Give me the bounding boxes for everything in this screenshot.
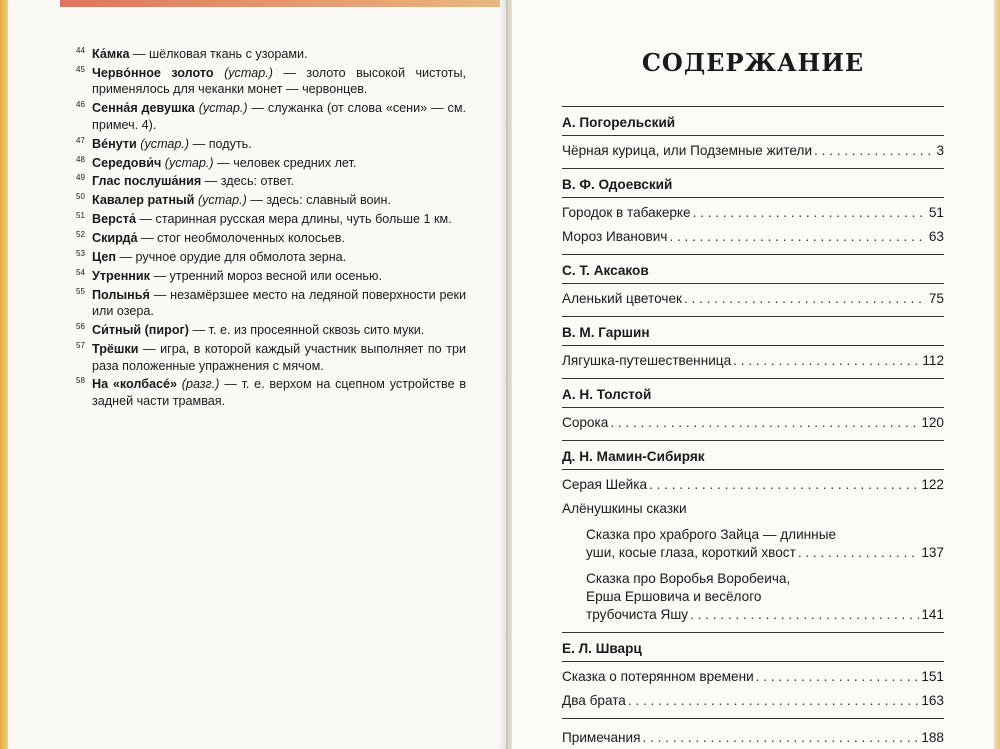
- toc-entry[interactable]: [586, 606, 944, 624]
- note-definition: — т. е. из просеянной сквозь сито муки.: [192, 323, 425, 338]
- toc-leader-dots: [690, 606, 919, 624]
- toc-page-number: 151: [921, 669, 944, 684]
- toc-entry-title: Городок в табакерке: [562, 205, 691, 220]
- note-item: [76, 322, 466, 339]
- note-item: [76, 100, 466, 133]
- note-item: [76, 211, 466, 228]
- note-definition: — ручное орудие для обмолота зерна.: [119, 250, 347, 265]
- note-number: 45: [76, 64, 85, 74]
- author-rule: [562, 469, 944, 470]
- note-term: Цеп: [92, 250, 116, 265]
- note-term: Трёшки: [92, 342, 139, 357]
- toc-entry[interactable]: [562, 204, 944, 222]
- toc-entry[interactable]: [562, 352, 944, 370]
- note-term: Ка́мка: [92, 47, 130, 61]
- toc-subentry-line: Сказка про храброго Зайца — длинные: [586, 527, 837, 542]
- toc-leader-dots: [649, 476, 919, 494]
- toc-author: Д. Н. Мамин-Сибиряк: [562, 449, 705, 464]
- author-rule: [562, 661, 944, 662]
- toc-leader-dots: [814, 142, 934, 160]
- toc-page-number: 120: [921, 415, 944, 430]
- section-rule: [562, 316, 944, 317]
- note-number: 44: [76, 46, 85, 55]
- toc-entry[interactable]: [562, 228, 944, 246]
- section-rule: [562, 632, 944, 633]
- section-rule: [562, 168, 944, 169]
- note-term: Скирда́: [92, 231, 138, 246]
- note-definition: — человек средних лет.: [217, 155, 357, 170]
- toc-entry[interactable]: [562, 476, 944, 494]
- note-usage-label: (разг.): [181, 377, 220, 392]
- note-definition: — утренний мороз весной или осенью.: [153, 268, 382, 283]
- note-term: Кавалер ратный: [92, 193, 195, 208]
- note-term: Си́тный (пирог): [92, 323, 189, 338]
- note-item: [76, 173, 466, 190]
- toc-leader-dots: [733, 352, 920, 370]
- author-rule: [562, 135, 944, 136]
- toc-subentry-line: Ерша Ершовича и весёлого: [586, 589, 762, 604]
- note-definition: — служанка (от слова «сени» — см. примеч. 4).: [92, 101, 466, 132]
- note-item: [76, 376, 466, 409]
- note-term: Сенна́я девушка: [92, 101, 195, 116]
- toc-author: А. Погорельский: [562, 115, 676, 130]
- toc-section: [562, 254, 944, 308]
- note-number: 46: [76, 100, 85, 110]
- toc-page-number: 51: [928, 205, 944, 220]
- toc-author: В. Ф. Одоевский: [562, 177, 673, 192]
- note-definition: — подуть.: [192, 136, 252, 151]
- note-item: [76, 192, 466, 209]
- note-number: 53: [76, 249, 85, 259]
- toc-group-title: Алёнушкины сказки: [562, 501, 687, 516]
- note-usage-label: (устар.): [140, 136, 190, 151]
- note-number: 56: [76, 322, 85, 332]
- toc-section: [562, 440, 944, 624]
- toc-section: [562, 378, 944, 432]
- toc-leader-dots: [642, 729, 919, 747]
- note-item: [76, 268, 466, 285]
- toc-entry[interactable]: [562, 142, 944, 160]
- toc-section: [562, 106, 944, 160]
- toc-leader-dots: [669, 228, 926, 246]
- note-usage-label: (устар.): [197, 193, 247, 208]
- note-definition: — старинная русская мера длины, чуть больше 1 км.: [139, 212, 452, 227]
- note-term: Полынья́: [92, 287, 150, 302]
- toc-page-number: 163: [921, 693, 944, 708]
- note-number: 55: [76, 286, 85, 296]
- note-term: Середови́ч: [92, 155, 162, 170]
- contents-title: СОДЕРЖАНИЕ: [641, 48, 865, 77]
- note-item: [76, 287, 466, 320]
- toc-notes-section: [562, 718, 944, 747]
- note-term: Вéнути: [92, 136, 137, 151]
- toc-section: [562, 316, 944, 370]
- note-number: 54: [76, 267, 85, 277]
- section-rule: [562, 106, 944, 107]
- note-item: [76, 341, 466, 374]
- author-rule: [562, 345, 944, 346]
- toc-leader-dots: [628, 692, 919, 710]
- toc-section: [562, 168, 944, 246]
- toc-leader-dots: [684, 290, 927, 308]
- toc-entry-title: Лягушка-путешественница: [562, 353, 732, 368]
- toc-entry[interactable]: [562, 668, 944, 686]
- toc-entry[interactable]: [562, 692, 944, 710]
- toc-entry-title: Аленький цветочек: [562, 291, 682, 306]
- note-item: [76, 155, 466, 172]
- toc-entry-title: Сказка о потерянном времени: [562, 669, 754, 684]
- note-definition: — здесь: ответ.: [204, 174, 295, 189]
- note-term: Червóнное золото: [92, 65, 214, 80]
- toc-page-number: 63: [928, 229, 944, 244]
- toc-page-number: 122: [921, 477, 944, 492]
- toc-section: [562, 632, 944, 710]
- toc-leader-dots: [693, 204, 927, 222]
- note-definition: — т. е. верхом на сцепном устройстве в задней части трамвая.: [92, 377, 467, 408]
- note-item: [76, 46, 466, 63]
- section-rule: [562, 378, 944, 379]
- note-number: 49: [76, 173, 85, 183]
- note-item: [76, 136, 466, 153]
- note-number: 52: [76, 230, 85, 240]
- author-rule: [562, 197, 944, 198]
- toc-entry[interactable]: [562, 414, 944, 432]
- toc-author: С. Т. Аксаков: [562, 263, 649, 278]
- toc-author: Е. Л. Шварц: [562, 641, 642, 656]
- note-definition: — здесь: славный воин.: [250, 193, 392, 208]
- toc-entry-title: Сорока: [562, 415, 609, 430]
- note-number: 58: [76, 376, 85, 386]
- note-item: [76, 65, 466, 98]
- note-definition: — незамёрзшее место на ледяной поверхности реки или озера.: [92, 287, 466, 319]
- note-term: Верста́: [92, 212, 136, 227]
- note-number: 47: [76, 135, 85, 145]
- note-definition: — игра, в которой каждый участник выполняет по три раза положенные упражнения с мячом.: [92, 342, 467, 373]
- note-number: 51: [76, 211, 85, 221]
- toc-leader-dots: [610, 414, 919, 432]
- table-of-contents: [562, 98, 944, 747]
- note-term: Глас послуша́ния: [92, 174, 202, 189]
- right-cover-edge: [994, 0, 1000, 749]
- note-item: [76, 249, 466, 266]
- author-rule: [562, 283, 944, 284]
- toc-entry-title: Чёрная курица, или Подземные жители: [562, 143, 813, 158]
- toc-subentry[interactable]: [586, 526, 944, 562]
- toc-entry-title: Примечания: [562, 730, 641, 745]
- notes-list: [76, 46, 466, 412]
- author-rule: [562, 407, 944, 408]
- toc-author: В. М. Гаршин: [562, 325, 650, 340]
- note-number: 48: [76, 154, 85, 164]
- toc-leader-dots: [756, 668, 920, 686]
- toc-entry-title: Серая Шейка: [562, 477, 648, 492]
- note-usage-label: (устар.): [198, 101, 248, 116]
- section-rule: [562, 718, 944, 719]
- toc-entry[interactable]: [586, 544, 944, 562]
- toc-page-number: 141: [921, 607, 944, 622]
- toc-leader-dots: [798, 544, 919, 562]
- toc-entry-title: уши, косые глаза, короткий хвост: [586, 545, 796, 560]
- note-usage-label: (устар.): [224, 65, 273, 80]
- note-term: На «колбасé»: [92, 377, 177, 392]
- note-term: Утренник: [92, 268, 150, 283]
- toc-page-number: 3: [936, 143, 944, 158]
- note-definition: — стог необмолоченных колосьев.: [141, 231, 345, 246]
- note-item: [76, 230, 466, 247]
- toc-entry[interactable]: [562, 729, 944, 747]
- toc-page-number: 137: [921, 545, 944, 560]
- toc-entry-title: Два брата: [562, 693, 626, 708]
- note-usage-label: (устар.): [164, 155, 214, 170]
- note-definition: — шёлковая ткань с узорами.: [132, 47, 308, 61]
- toc-page-number: 75: [928, 291, 944, 306]
- section-rule: [562, 254, 944, 255]
- toc-author: А. Н. Толстой: [562, 387, 652, 402]
- note-number: 57: [76, 341, 85, 351]
- toc-entry-title: трубочиста Яшу: [586, 607, 689, 622]
- section-rule: [562, 440, 944, 441]
- note-number: 50: [76, 192, 85, 202]
- top-cover-edge: [60, 0, 500, 7]
- toc-subentry-line: Сказка про Воробья Воробеича,: [586, 571, 791, 586]
- toc-entry-title: Мороз Иванович: [562, 229, 668, 244]
- note-definition: — золото высокой чистоты, применялось для чеканки монет — червонцев.: [92, 65, 467, 97]
- toc-page-number: 112: [922, 353, 944, 368]
- toc-page-number: 188: [921, 730, 944, 745]
- toc-entry[interactable]: [562, 290, 944, 308]
- toc-subentry[interactable]: [586, 570, 944, 624]
